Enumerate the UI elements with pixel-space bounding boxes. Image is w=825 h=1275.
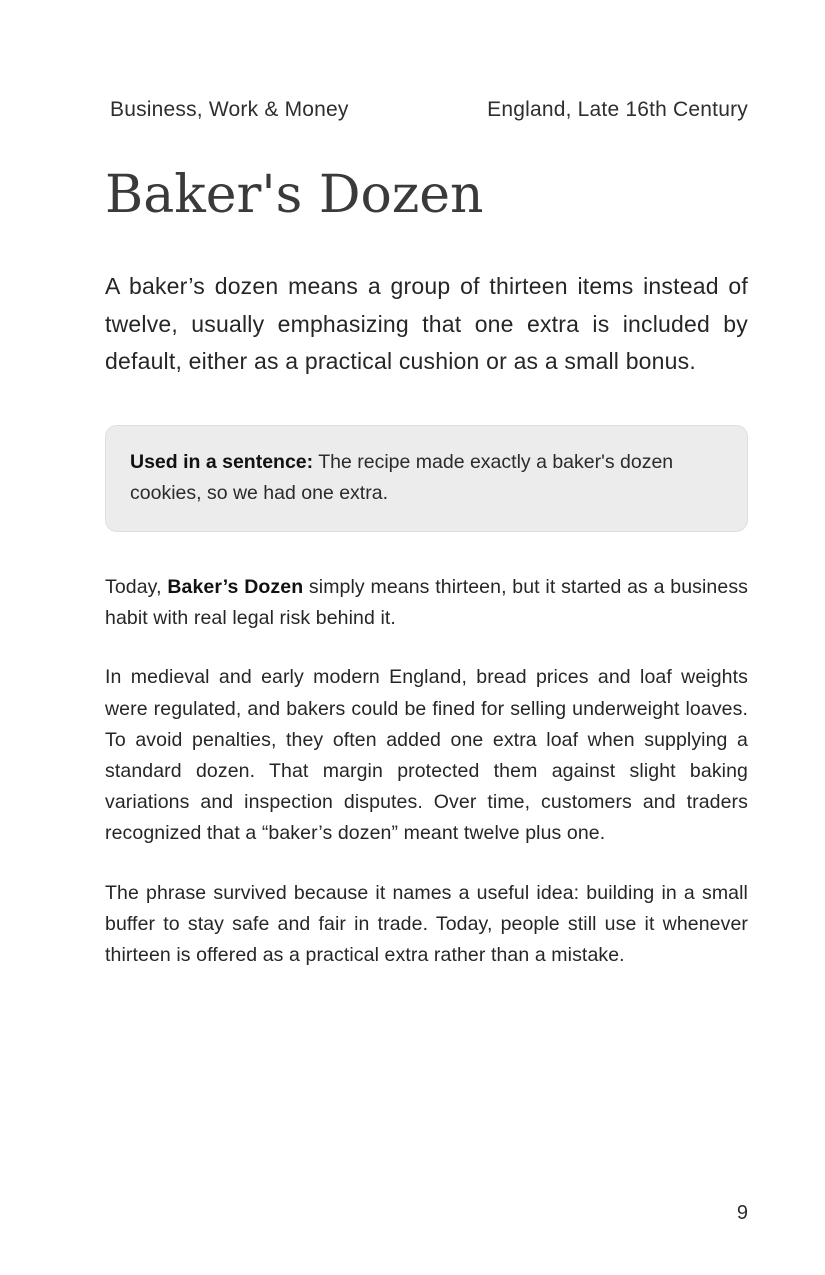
page-number: 9 [736, 1202, 748, 1224]
intro-paragraph: A baker’s dozen means a group of thirteen items instead of twelve, usually emphasizing that one extra is included by default, either as a practical cushion or as a small bonus. [105, 273, 748, 375]
example-box-label: Used in a sentence: [130, 450, 314, 473]
body-paragraph-2: In medieval and early modern England, bread prices and loaf weights were regulated, and bakers could be fined for selling underweight loaves. To avoid penalties, they often added one extra loaf when supplying a standard dozen. That margin protected them against slight baking variations and inspection disputes. Over time, customers and traders recognized that a “baker’s dozen” meant twelve plus one. [105, 666, 748, 845]
page-content [105, 0, 748, 971]
paragraph-1-suffix: simply means thirteen, but it started as a business habit with real legal risk behind it. [105, 575, 749, 630]
page-title: Baker's Dozen [105, 165, 484, 226]
body-paragraph-1 [105, 572, 748, 634]
paragraph-1-term: Baker’s Dozen [167, 575, 304, 598]
example-sentence-box [105, 425, 748, 532]
body-paragraph-3: The phrase survived because it names a useful idea: building in a small buffer to stay safe and fair in trade. Today, people still use it whenever thirteen is offered as a practical extra rather than a mistake. [105, 881, 748, 966]
header-category-label: Business, Work & Money [110, 98, 349, 121]
header-era-label: England, Late 16th Century [487, 98, 748, 121]
paragraph-1-prefix: Today, [105, 575, 168, 598]
example-box-text: The recipe made exactly a baker's dozen cookies, so we had one extra. [130, 450, 674, 504]
page-header [105, 97, 748, 123]
